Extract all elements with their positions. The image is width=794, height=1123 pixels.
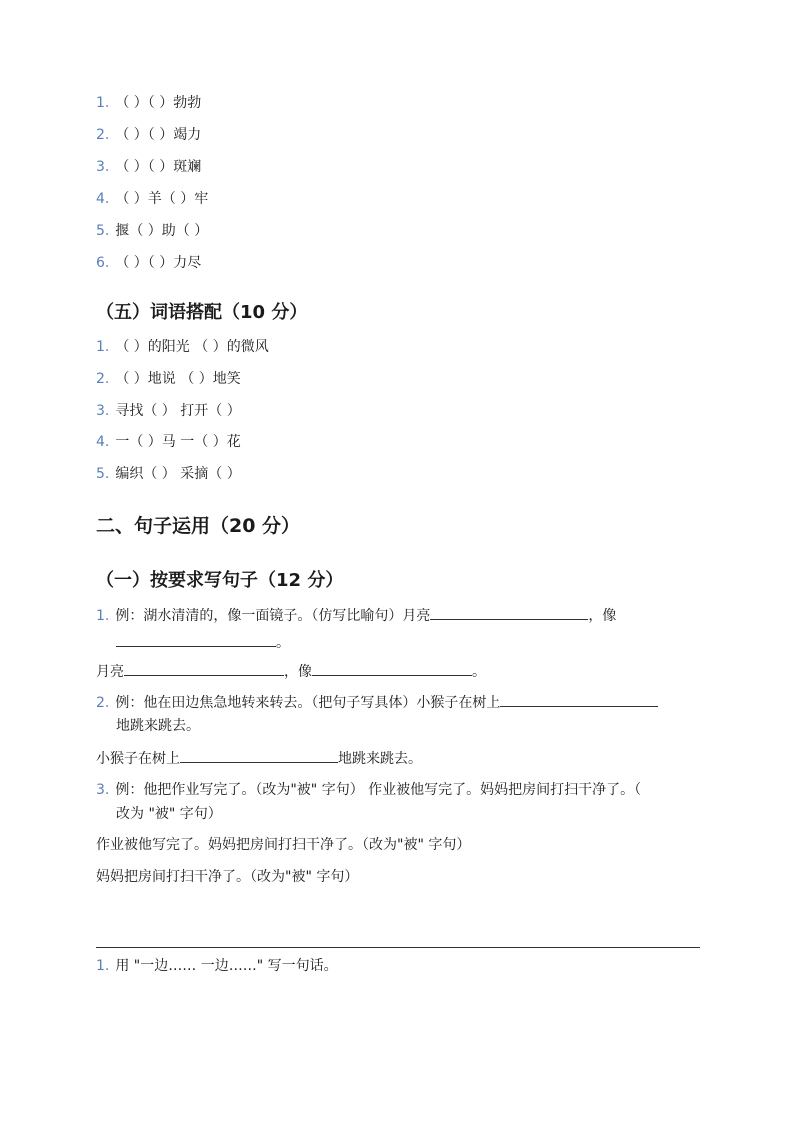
footnote-text: 用 "一边…… 一边……" 写一句话。 [115, 958, 338, 974]
item-number: 1. [96, 95, 110, 111]
answer-blank[interactable] [124, 661, 284, 676]
list-item [96, 157, 201, 177]
part-heading: 二、句子运用（20 分） [96, 515, 301, 537]
question-3-cont: 改为 "被" 字句） [116, 806, 222, 822]
question-1 [96, 605, 616, 626]
footnote-divider [96, 947, 700, 948]
item-number: 2. [96, 695, 110, 711]
item-text: （ ）（ ）竭力 [115, 127, 202, 143]
item-text: 寻找（ ） 打开（ ） [115, 403, 241, 419]
item-number: 3. [96, 403, 110, 419]
item-number: 5. [96, 223, 110, 239]
footnote [96, 956, 338, 976]
answer-blank[interactable] [430, 605, 588, 620]
answer-text: 。 [472, 664, 486, 680]
answer-blank[interactable] [180, 748, 338, 763]
list-item [96, 189, 208, 209]
item-text: （ ）的阳光 （ ）的微风 [115, 339, 269, 355]
item-number: 5. [96, 466, 110, 482]
sub-heading: （一）按要求写句子（12 分） [96, 570, 344, 591]
list-item [96, 464, 241, 484]
section-heading: （五）词语搭配（10 分） [96, 302, 308, 323]
item-text: 揠（ ）助（ ） [115, 223, 209, 239]
list-item [96, 125, 201, 145]
item-number: 2. [96, 371, 110, 387]
question-text: 例：他在田边焦急地转来转去。（把句子写具体）小猴子在树上 [115, 695, 501, 711]
list-item [96, 253, 201, 273]
item-number: 2. [96, 127, 110, 143]
list-item [96, 337, 269, 357]
question-text: ，像 [588, 608, 617, 624]
list-item [96, 221, 208, 241]
item-text: （ ）（ ）斑斓 [115, 159, 202, 175]
item-number: 3. [96, 782, 110, 798]
question-1-cont [116, 632, 290, 653]
item-text: （ ）（ ）力尽 [115, 255, 202, 271]
item-number: 1. [96, 339, 110, 355]
list-item [96, 401, 241, 421]
item-text: 编织（ ） 采摘（ ） [115, 466, 241, 482]
item-number: 3. [96, 159, 110, 175]
item-number: 1. [96, 958, 110, 974]
answer-line: 作业被他写完了。妈妈把房间打扫干净了。（改为"被" 字句） [96, 837, 471, 853]
question-2 [96, 692, 658, 713]
question-3 [96, 780, 641, 800]
item-number: 4. [96, 191, 110, 207]
answer-line [96, 661, 486, 682]
question-text: 。 [276, 635, 290, 651]
question-text: 例：他把作业写完了。（改为"被" 字句） 作业被他写完了。妈妈把房间打扫干净了。（ [115, 782, 642, 798]
answer-blank[interactable] [312, 661, 472, 676]
item-number: 4. [96, 434, 110, 450]
answer-text: 地跳来跳去。 [338, 751, 422, 767]
list-item [96, 93, 201, 113]
answer-blank[interactable] [500, 692, 658, 707]
answer-blank[interactable] [116, 632, 276, 647]
answer-text: ，像 [284, 664, 312, 680]
answer-text: 月亮 [96, 664, 124, 680]
item-text: 一（ ）马 一（ ）花 [115, 434, 241, 450]
answer-line [96, 748, 422, 769]
answer-text: 小猴子在树上 [96, 751, 180, 767]
item-number: 1. [96, 608, 110, 624]
item-number: 6. [96, 255, 110, 271]
question-text: 例：湖水清清的，像一面镜子。（仿写比喻句）月亮 [115, 608, 431, 624]
item-text: （ ）羊（ ）牢 [115, 191, 209, 207]
list-item [96, 369, 241, 389]
answer-line: 妈妈把房间打扫干净了。（改为"被" 字句） [96, 869, 359, 885]
item-text: （ ）地说 （ ）地笑 [115, 371, 241, 387]
question-2-cont: 地跳来跳去。 [116, 718, 200, 734]
list-item [96, 432, 241, 452]
item-text: （ ）（ ）勃勃 [115, 95, 202, 111]
